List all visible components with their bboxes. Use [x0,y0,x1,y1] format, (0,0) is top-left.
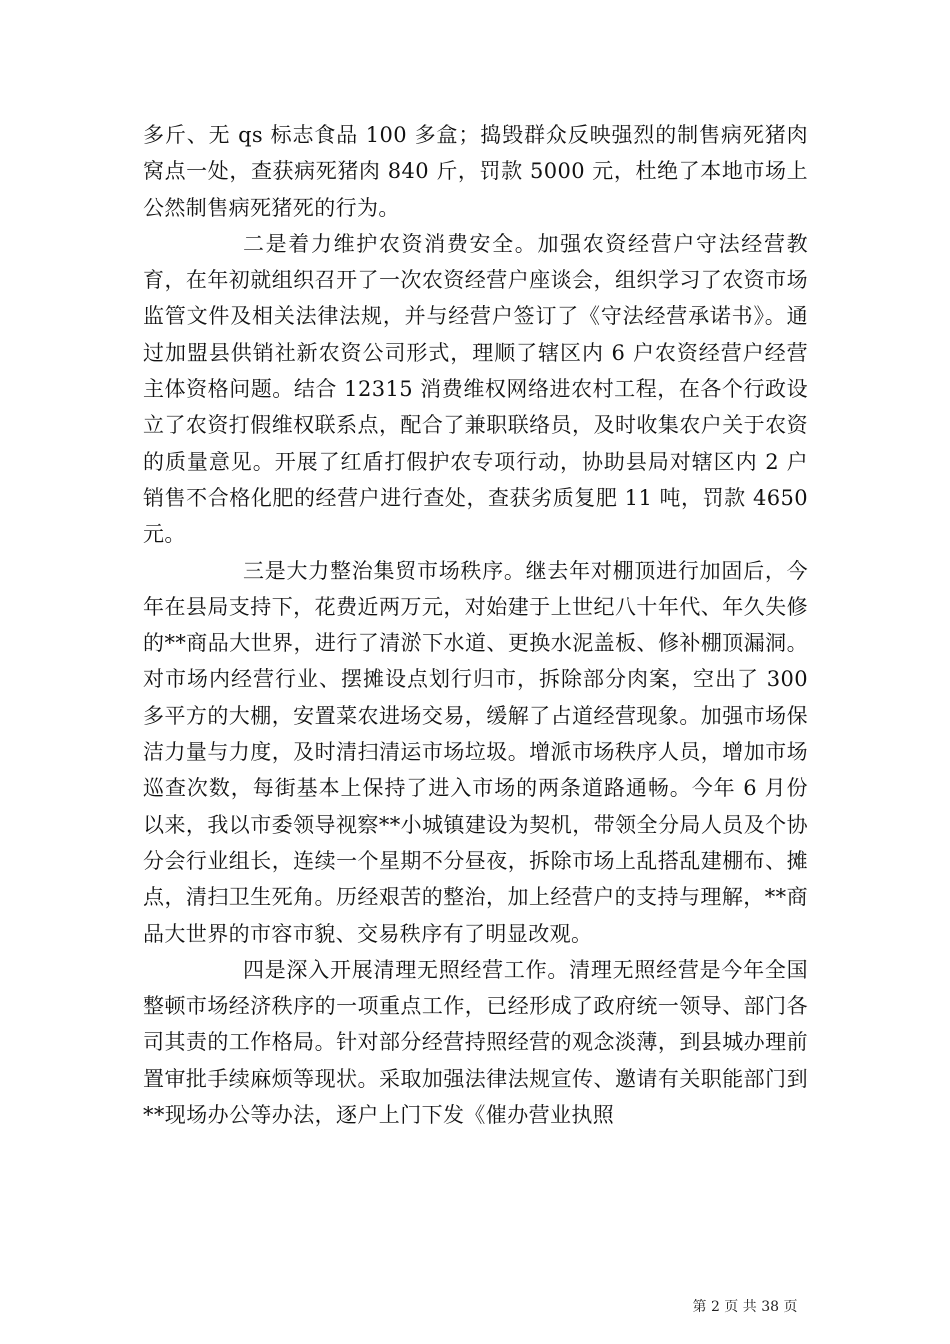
paragraph-agri-supplies: 二是着力维护农资消费安全。加强农资经营户守法经营教育，在年初就组织召开了一次农资经营户座谈会，组织学习了农资市场监管文件及相关法律法规，并与经营户签订了《守法经营承诺书》。通过加盟县供销社新农资公司形式，理顺了辖区内 6 户农资经营户经营主体资格问题。结合 12315 消费维权网络进农村工程，在各个行政设立了农资打假维权联系点，配合了兼职联络员，及时收集农户关于农资的质量意见。开展了红盾打假护农专项行动，协助县局对辖区内 2 户销售不合格化肥的经营户进行查处，查获劣质复肥 11 吨，罚款 4650 元。 [143,231,808,547]
paragraph-unlicensed-business: 四是深入开展清理无照经营工作。清理无照经营是今年全国整顿市场经济秩序的一项重点工作，已经形成了政府统一领导、部门各司其责的工作格局。针对部分经营持照经营的观念淡薄，到县城办理前置审批手续麻烦等现状。采取加强法律法规宣传、邀请有关职能部门到**现场办公等办法，逐户上门下发《催办营业执照 [143,957,808,1128]
paragraph-continuation: 多斤、无 qs 标志食品 100 多盒；捣毁群众反映强烈的制售病死猪肉窝点一处，查获病死猪肉 840 斤，罚款 5000 元，杜绝了本地市场上公然制售病死猪死的行为。 [143,123,808,220]
paragraph-market-order: 三是大力整治集贸市场秩序。继去年对棚顶进行加固后，今年在县局支持下，花费近两万元，对始建于上世纪八十年代、年久失修的**商品大世界，进行了清淤下水道、更换水泥盖板、修补棚顶漏洞。对市场内经营行业、摆摊设点划行归市，拆除部分肉案，空出了 300 多平方的大棚，安置菜农进场交易，缓解了占道经营现象。加强市场保洁力量与力度，及时清扫清运市场垃圾。增派市场秩序人员，增加市场巡查次数，每街基本上保持了进入市场的两条道路通畅。今年 6 月份以来，我以市委领导视察**小城镇建设为契机，带领全分局人员及个协分会行业组长，连续一个星期不分昼夜，拆除市场上乱搭乱建棚布、摊点，清扫卫生死角。历经艰苦的整治，加上经营户的支持与理解，**商品大世界的市容市貌、交易秩序有了明显改观。 [143,558,808,946]
page-number-footer: 第 2 页 共 38 页 [692,1299,798,1315]
body-text [143,117,808,1133]
